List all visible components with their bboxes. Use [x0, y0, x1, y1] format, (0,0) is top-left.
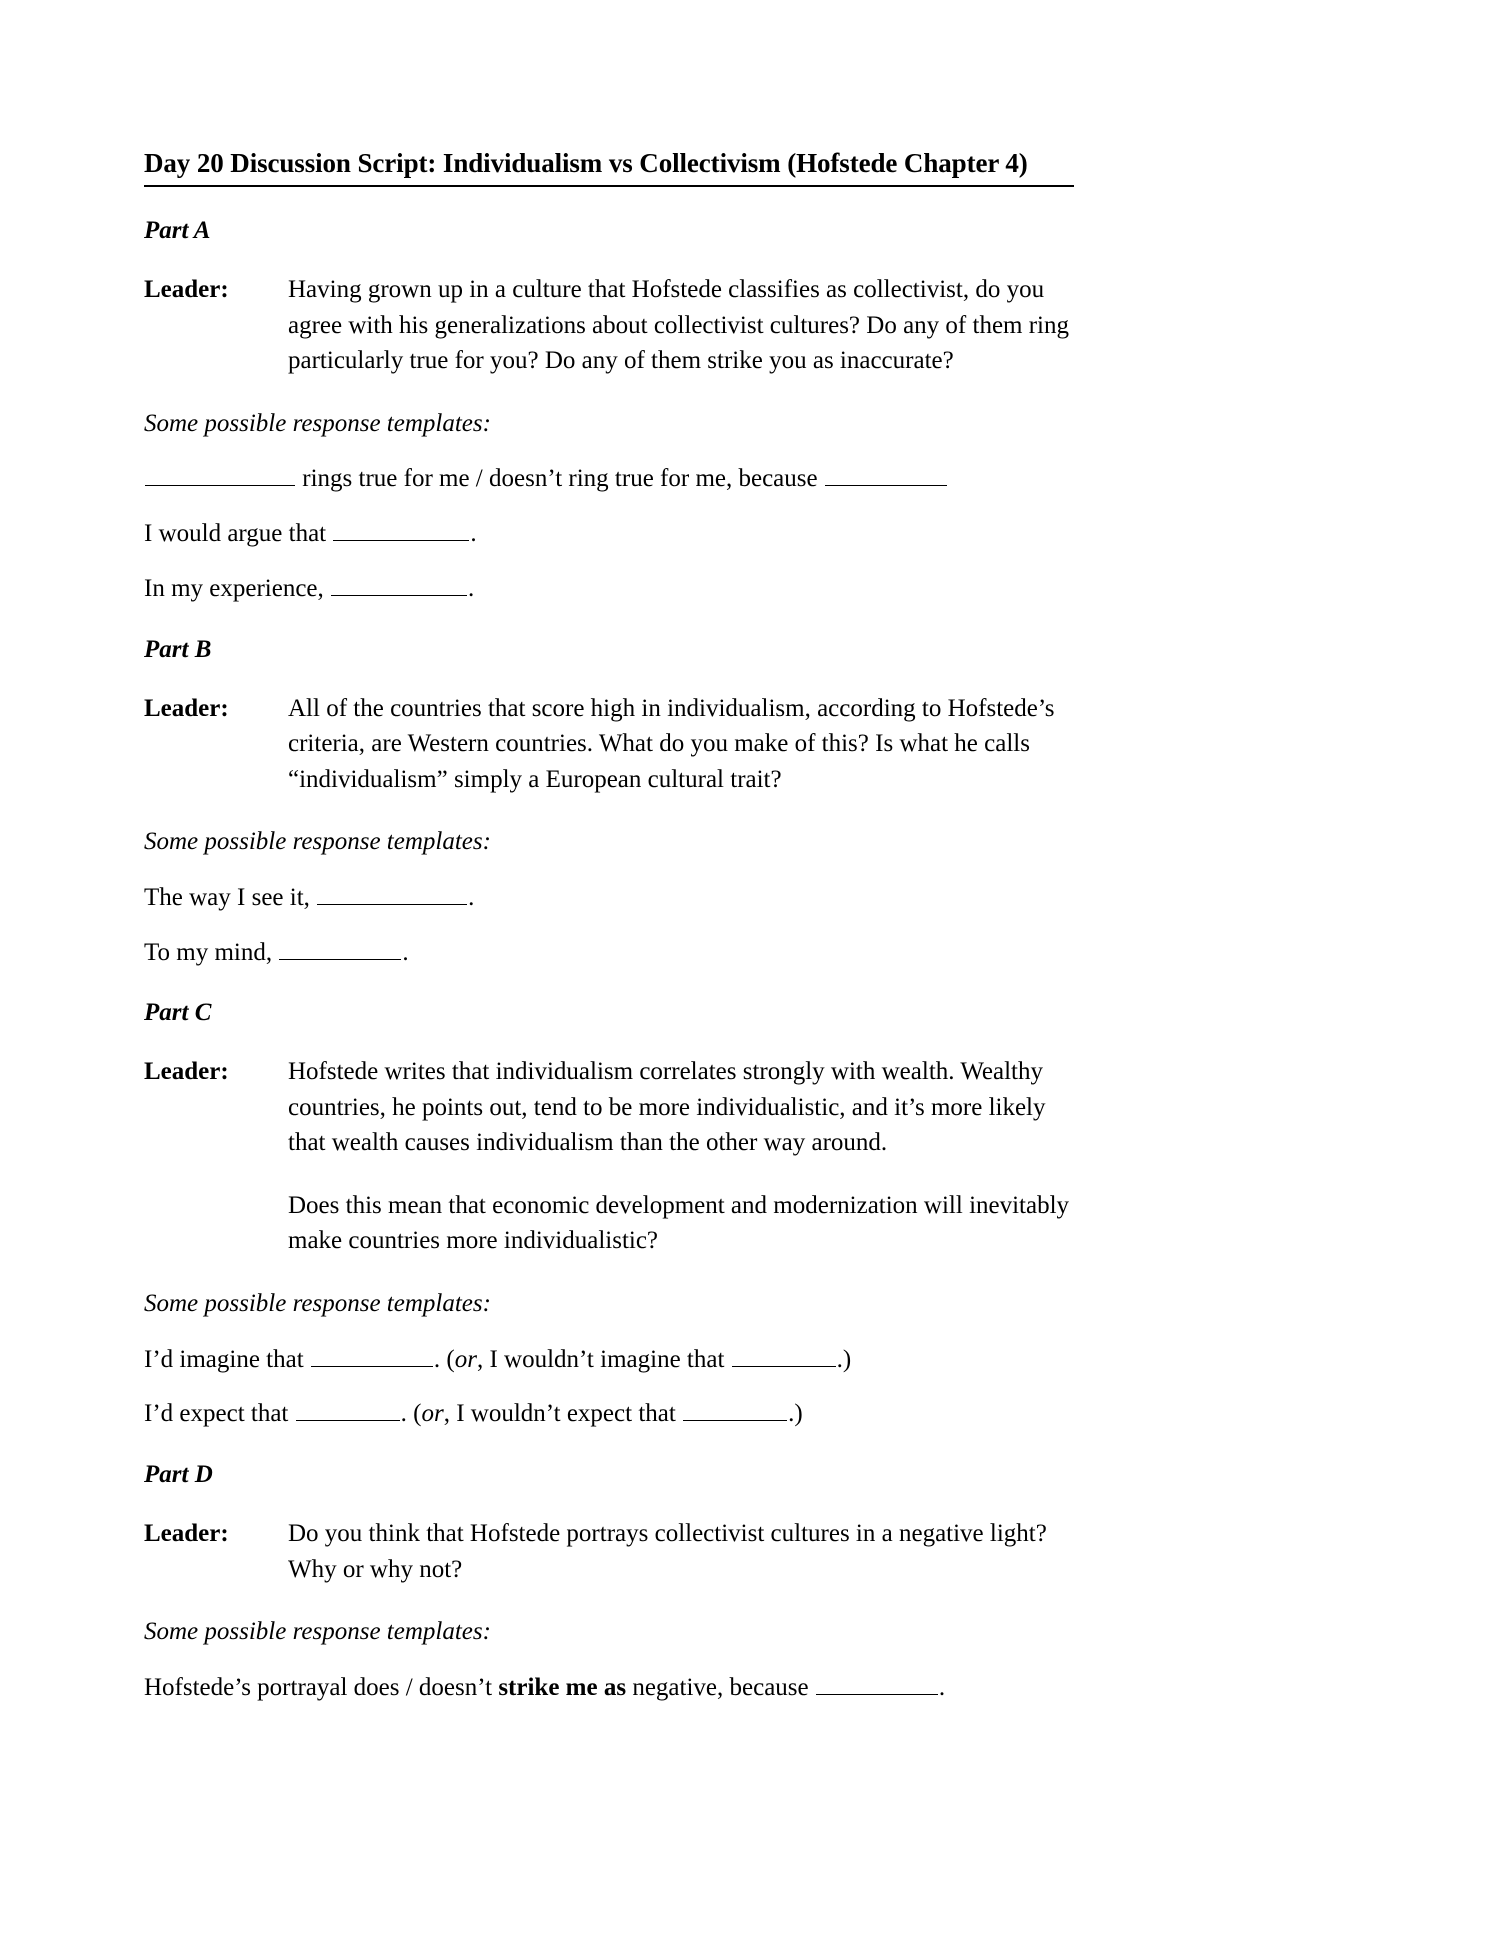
fill-in-blank[interactable] [732, 1343, 836, 1367]
template-text: negative, because [626, 1673, 815, 1701]
leader-paragraph: Does this mean that economic development and modernization will inevitably make countries more individualistic? [288, 1191, 1070, 1255]
template-text: . [468, 883, 475, 911]
or-emphasis: or [454, 1345, 477, 1373]
template-text: . [468, 574, 475, 602]
template-text: . ( [400, 1400, 422, 1428]
or-emphasis: or [421, 1400, 444, 1428]
template-text: Hofstede’s portrayal does / doesn’t [144, 1673, 499, 1701]
templates-intro-c: Some possible response templates: [144, 1289, 491, 1317]
template-text: I would argue that [144, 520, 333, 548]
leader-paragraph: Do you think that Hofstede portrays collectivist cultures in a negative light? Why or why not? [288, 1520, 1047, 1583]
part-heading-c: Part C [144, 999, 212, 1027]
template-line-a3 [144, 572, 1074, 606]
template-text: To my mind, [144, 938, 279, 966]
strike-me-as-emphasis: strike me as [498, 1673, 627, 1701]
leader-block-c [144, 1054, 1074, 1259]
template-text: I’d expect that [144, 1400, 295, 1428]
templates-intro-b: Some possible response templates: [144, 828, 491, 856]
template-text: . [938, 1673, 946, 1701]
template-text: . [402, 938, 409, 966]
template-line-a1 [144, 462, 1074, 496]
template-text: The way I see it, [144, 883, 317, 911]
fill-in-blank[interactable] [331, 572, 467, 596]
part-heading-b: Part B [144, 635, 212, 663]
leader-block-d [144, 1516, 1074, 1587]
document-content [144, 148, 1074, 1705]
leader-body-c [288, 1054, 1074, 1259]
template-line-b2 [144, 936, 1074, 970]
template-text: . [470, 520, 477, 548]
leader-paragraph: Having grown up in a culture that Hofstede classifies as collectivist, do you agree with his generalizations about collectivist cultures? Do any of them ring particularly true for you? Do any of them strike you as inaccurate? [288, 276, 1070, 375]
templates-intro-d: Some possible response templates: [144, 1618, 491, 1646]
leader-body-b [288, 691, 1074, 798]
template-line-a2 [144, 517, 1074, 551]
fill-in-blank[interactable] [296, 1397, 400, 1421]
leader-paragraph: All of the countries that score high in individualism, according to Hofstede’s criteria, are Western countries. What do you make of this? Is what he calls “individualism” simply a European cultural trait? [288, 694, 1055, 793]
template-text: , I wouldn’t imagine that [476, 1345, 731, 1373]
leader-label-b: Leader: [144, 694, 229, 722]
templates-intro-a: Some possible response templates: [144, 409, 491, 437]
template-line-c1 [144, 1343, 1074, 1377]
template-text: I’d imagine that [144, 1345, 310, 1373]
template-line-c2 [144, 1397, 1074, 1431]
template-line-d1 [144, 1671, 1074, 1705]
template-text: rings true for me / doesn’t ring true for me, because [296, 465, 824, 493]
leader-label-d: Leader: [144, 1520, 229, 1548]
leader-paragraph: Hofstede writes that individualism correlates strongly with wealth. Wealthy countries, he points out, tend to be more individualistic, and it’s more likely that wealth causes individualism than the other way around. [288, 1058, 1046, 1157]
fill-in-blank[interactable] [317, 881, 467, 905]
fill-in-blank[interactable] [816, 1671, 938, 1695]
page-title: Day 20 Discussion Script: Individualism vs Collectivism (Hofstede Chapter 4) [144, 148, 1074, 187]
leader-body-d [288, 1516, 1074, 1587]
leader-label-c: Leader: [144, 1058, 229, 1086]
fill-in-blank[interactable] [311, 1343, 433, 1367]
fill-in-blank[interactable] [279, 936, 401, 960]
template-line-b1 [144, 881, 1074, 915]
fill-in-blank[interactable] [145, 462, 295, 486]
leader-block-a [144, 272, 1074, 379]
part-heading-d: Part D [144, 1461, 213, 1489]
template-text: .) [836, 1345, 852, 1373]
fill-in-blank[interactable] [825, 462, 947, 486]
fill-in-blank[interactable] [683, 1397, 787, 1421]
template-text: . ( [433, 1345, 455, 1373]
fill-in-blank[interactable] [333, 517, 469, 541]
template-text: In my experience, [144, 574, 331, 602]
template-text: .) [788, 1400, 803, 1428]
leader-label-a: Leader: [144, 276, 229, 304]
part-heading-a: Part A [144, 217, 211, 245]
template-text: , I wouldn’t expect that [443, 1400, 683, 1428]
leader-body-a [288, 272, 1074, 379]
leader-block-b [144, 691, 1074, 798]
